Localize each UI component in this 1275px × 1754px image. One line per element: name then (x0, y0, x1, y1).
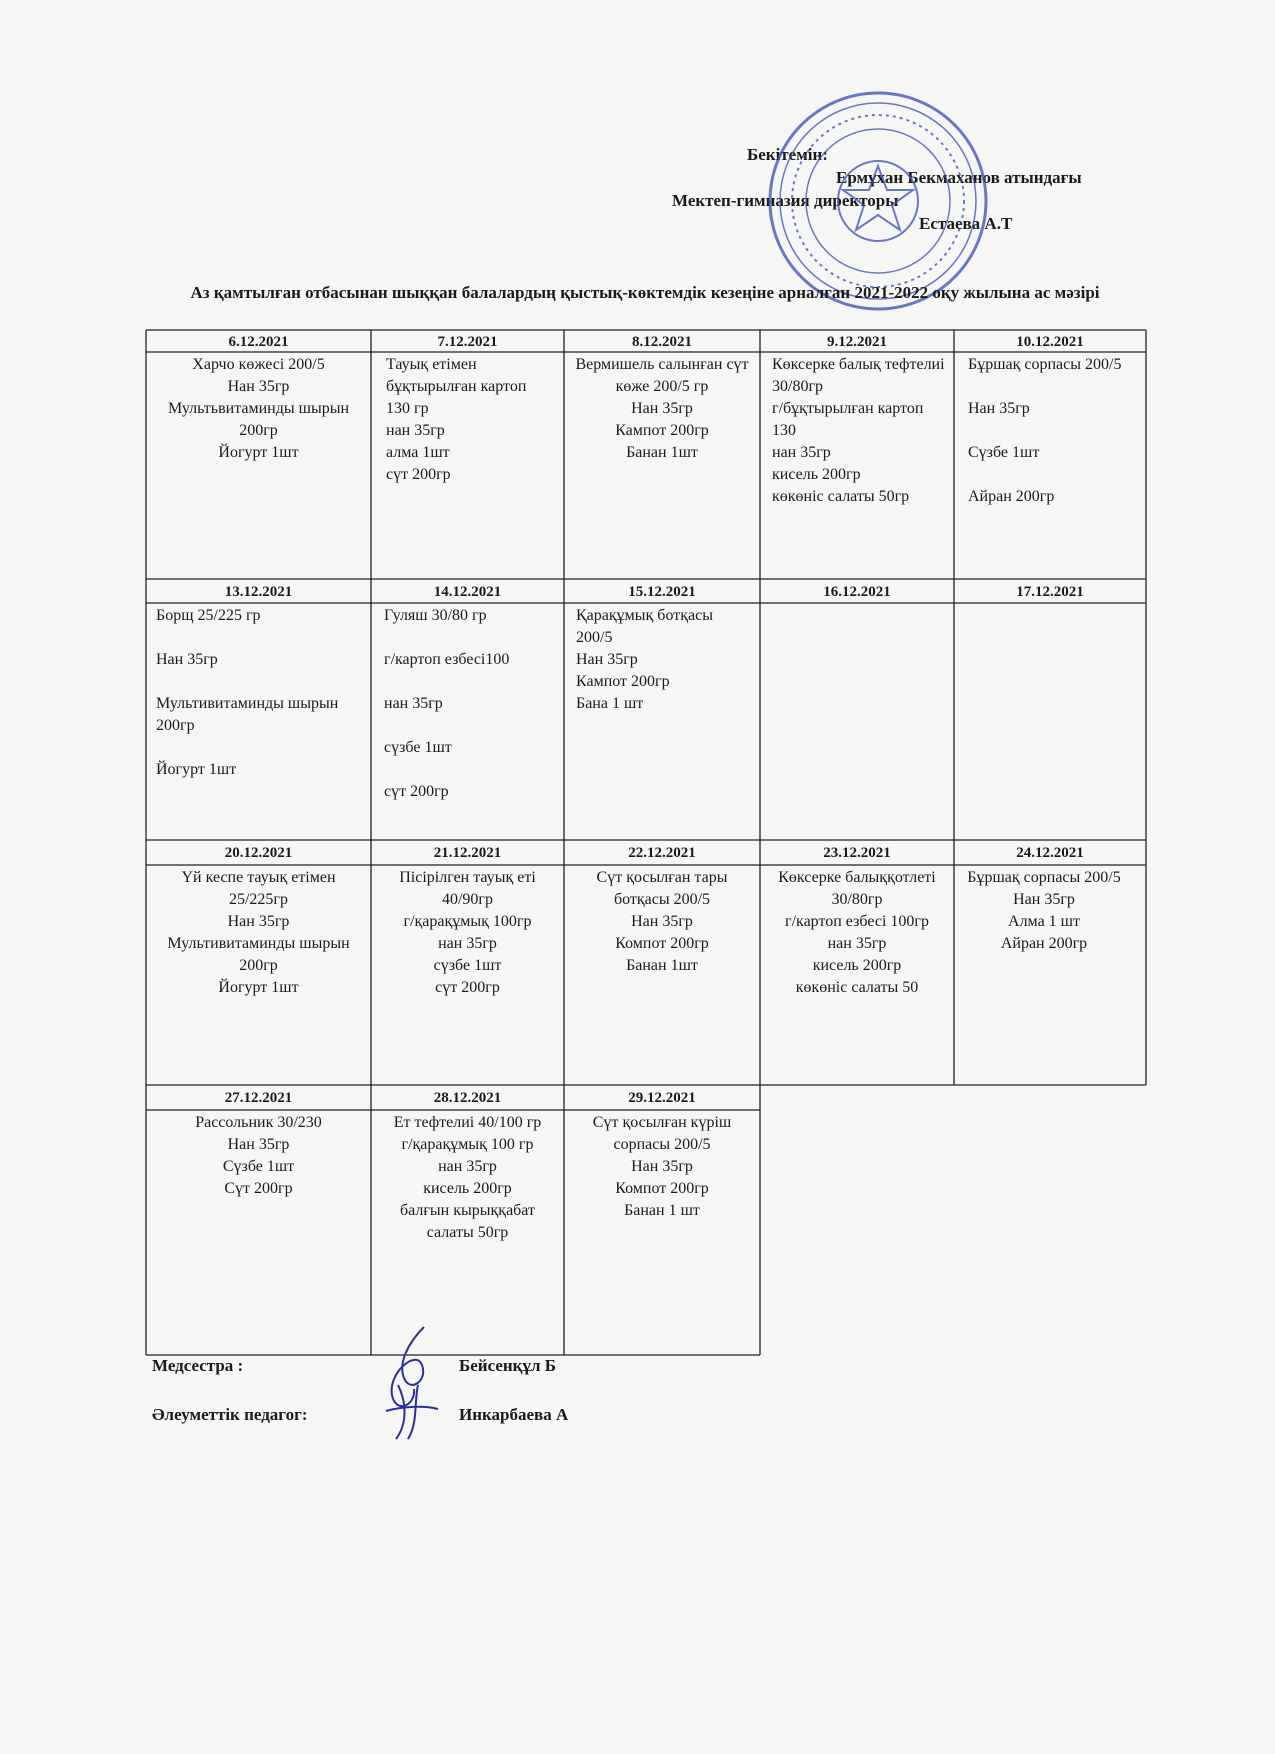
date-header: 21.12.2021 (433, 845, 502, 861)
menu-cell: Сүт қосылған күріш сорпасы 200/5 Нан 35гр Компот 200гр Банан 1 шт (592, 1114, 732, 1219)
menu-cell: Вермишель салынған сүт көже 200/5 гр Нан 35гр Кампот 200гр Банан 1шт (575, 356, 749, 461)
social-pedagogue-name: Инкарбаева А (459, 1405, 569, 1424)
date-header: 24.12.2021 (1016, 845, 1084, 861)
date-header: 8.12.2021 (632, 334, 692, 350)
nurse-role: Медсестра : (152, 1356, 244, 1375)
menu-cell: Көксерке балық тефтелиі 30/80гр г/бұқтырылған картоп 130 нан 35гр кисель 200гр көкөніс салаты 50гр (772, 356, 945, 505)
menu-cell: Рассольник 30/230 Нан 35гр Сүзбе 1шт Сүт 200гр (195, 1114, 322, 1197)
social-pedagogue-role: Әлеуметтік педагог: (152, 1405, 308, 1424)
menu-cell: Харчо көжесі 200/5 Нан 35гр Мультьвитаминды шырын 200гр Йогурт 1шт (167, 356, 349, 461)
date-header: 22.12.2021 (628, 845, 696, 861)
date-header: 16.12.2021 (823, 584, 891, 600)
menu-cell: Бұршақ сорпасы 200/5 Нан 35гр Сүзбе 1шт Айран 200гр (968, 356, 1122, 505)
date-header: 14.12.2021 (433, 584, 502, 600)
menu-cell: Тауық етімен бұқтырылған картоп 130 гр нан 35гр алма 1шт сүт 200гр (386, 356, 527, 483)
menu-cell: Қарақұмық ботқасы 200/5 Нан 35гр Кампот 200гр Бана 1 шт (576, 607, 713, 712)
date-header: 7.12.2021 (437, 334, 498, 350)
date-header: 29.12.2021 (628, 1090, 696, 1106)
date-header: 27.12.2021 (224, 1090, 293, 1106)
date-header: 17.12.2021 (1016, 584, 1084, 600)
date-header: 9.12.2021 (827, 334, 887, 350)
date-header: 28.12.2021 (433, 1090, 502, 1106)
date-header: 20.12.2021 (224, 845, 293, 861)
menu-cell: Борщ 25/225 гр Нан 35гр Мультивитаминды шырын 200гр Йогурт 1шт (156, 607, 339, 778)
approval-director-line: Мектеп-гимназия директоры (672, 191, 899, 210)
menu-cell: Пісірілген тауық еті 40/90гр г/қарақұмық 100гр нан 35гр сүзбе 1шт сүт 200гр (399, 869, 536, 996)
approval-school-line: Ермұхан Бекмаханов атындағы (836, 168, 1082, 187)
handwritten-signature (378, 1323, 448, 1443)
date-header: 6.12.2021 (228, 334, 289, 350)
nurse-name: Бейсенқұл Б (459, 1356, 556, 1375)
date-header: 10.12.2021 (1016, 334, 1084, 350)
approval-director-name: Естаева А.Т (919, 214, 1013, 233)
menu-cell: Көксерке балыққотлеті 30/80гр г/картоп езбесі 100гр нан 35гр кисель 200гр көкөніс салаты 50 (778, 869, 936, 996)
date-header: 23.12.2021 (823, 845, 891, 861)
menu-cell: Бұршақ сорпасы 200/5 Нан 35гр Алма 1 шт Айран 200гр (967, 869, 1121, 952)
menu-cell: Үй кеспе тауық етімен 25/225гр Нан 35гр Мультивитаминды шырын 200гр Йогурт 1шт (167, 869, 350, 996)
menu-title: Аз қамтылған отбасынан шыққан балалардың қыстық-көктемдік кезеңіне арналған 2021-2022 оқу жылына ас мәзірі (190, 283, 1100, 302)
date-header: 15.12.2021 (628, 584, 696, 600)
menu-cell: Ет тефтелиі 40/100 гр г/қарақұмық 100 гр нан 35гр кисель 200гр балғын кырыққабат салаты 50гр (393, 1114, 542, 1241)
approval-label: Бекітемін: (747, 145, 828, 164)
date-header: 13.12.2021 (224, 584, 293, 600)
menu-cell: Гуляш 30/80 гр г/картоп езбесі100 нан 35гр сүзбе 1шт сүт 200гр (384, 607, 510, 800)
menu-cell: Сүт қосылған тары ботқасы 200/5 Нан 35гр Компот 200гр Банан 1шт (596, 869, 728, 974)
